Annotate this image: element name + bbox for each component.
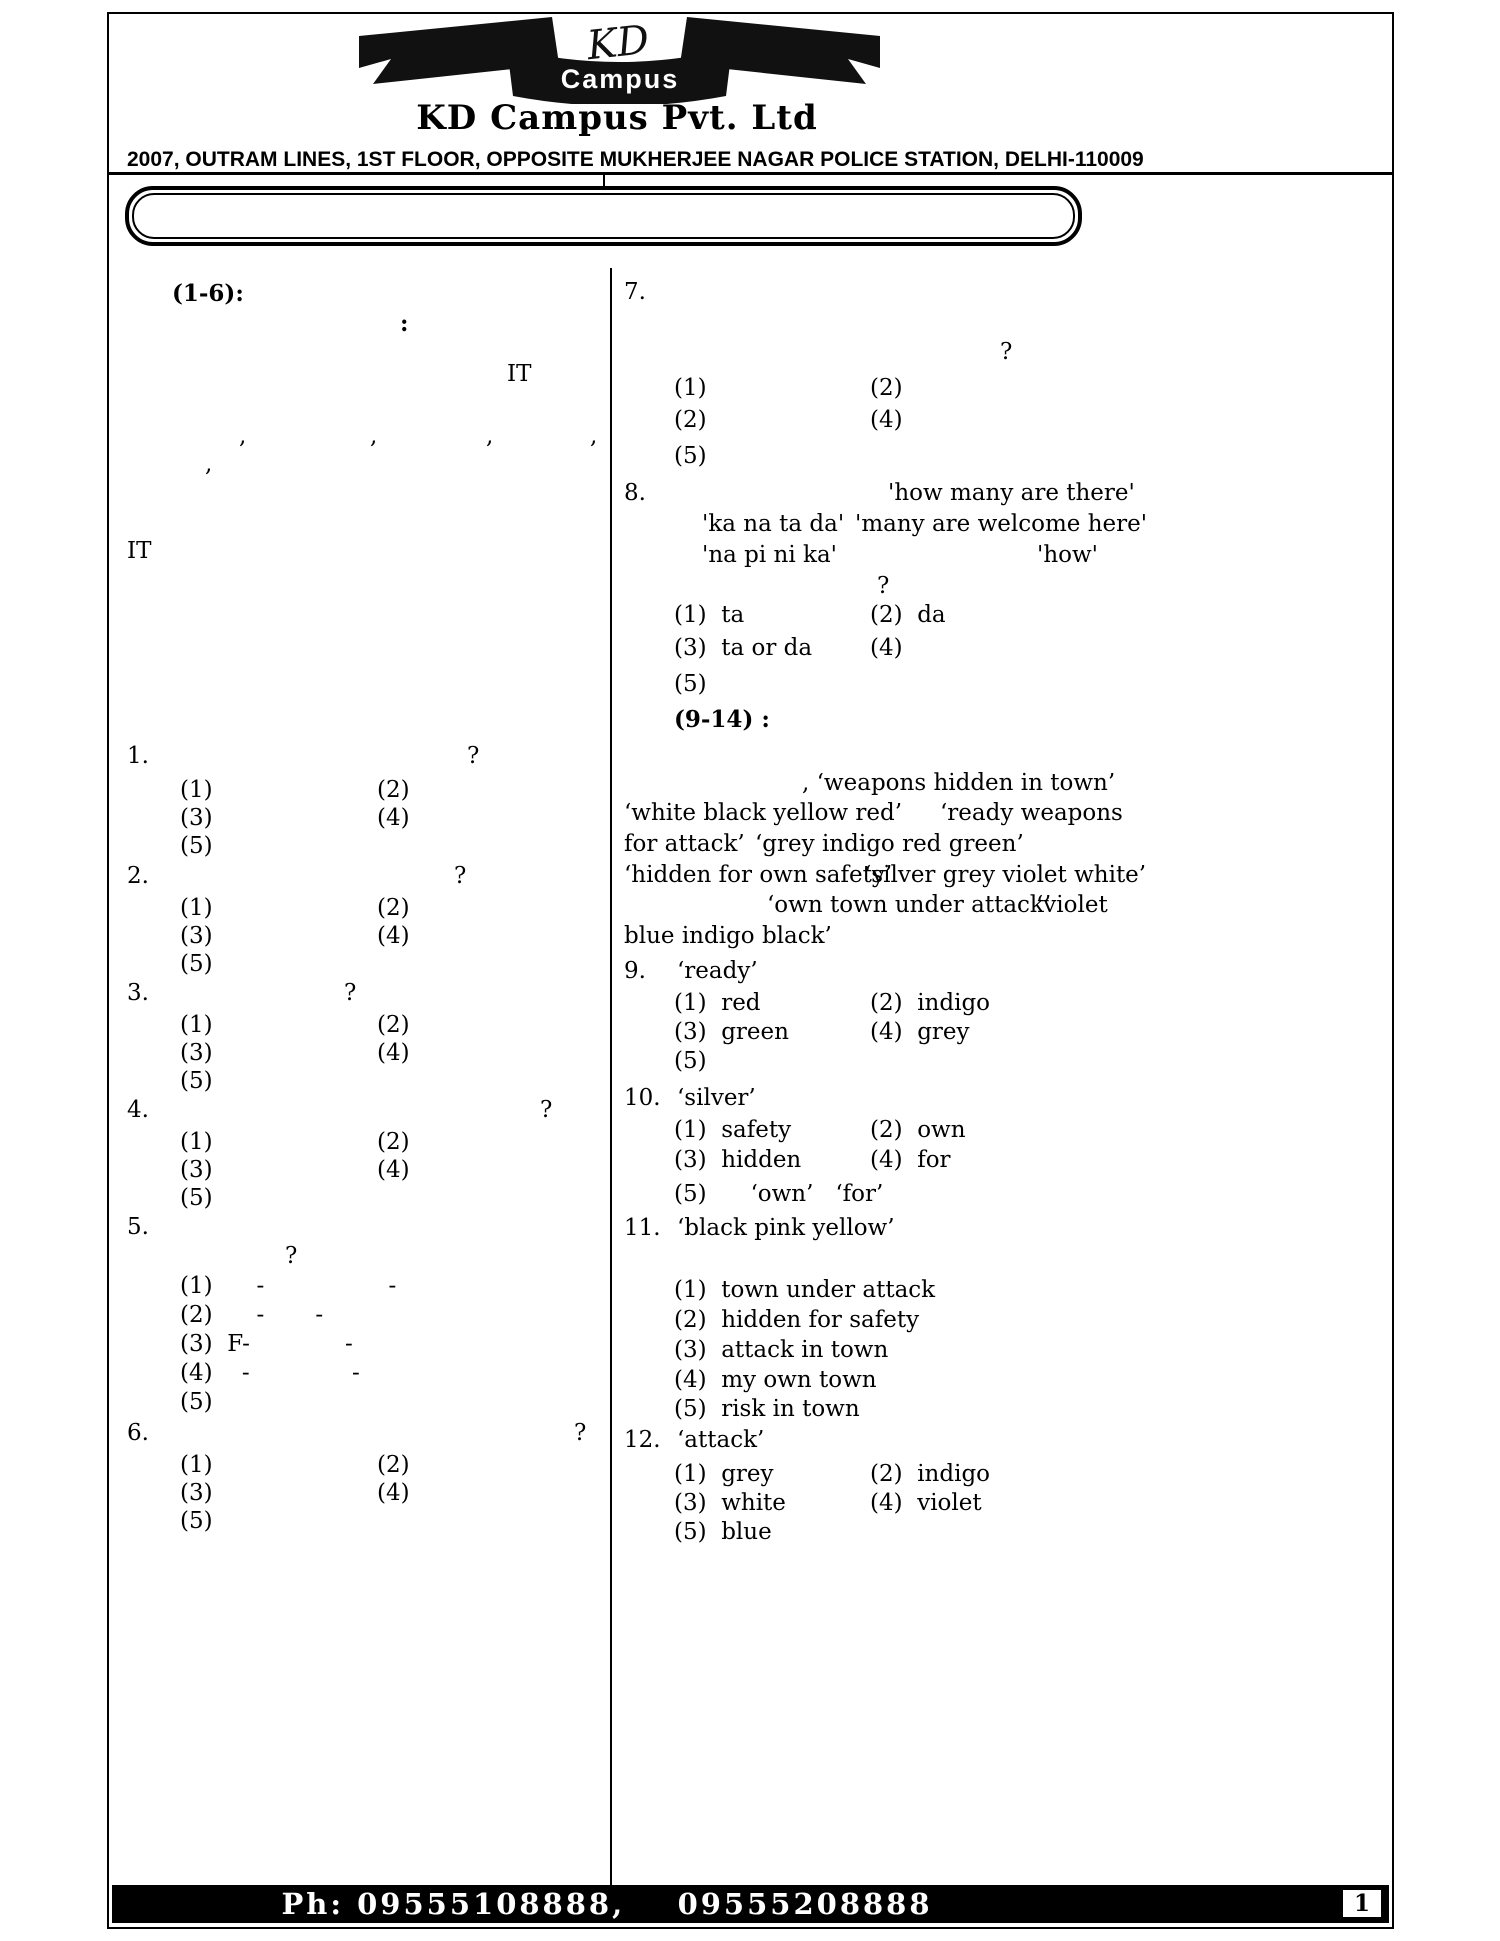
question-11	[624, 1214, 1396, 1429]
question-mark: ?	[454, 863, 467, 889]
question-2	[127, 862, 605, 982]
option-cell: (4) my own town	[674, 1367, 877, 1393]
option-cell: (2) da	[870, 602, 946, 628]
option-cell: (3)	[180, 1157, 213, 1183]
ribbon-banner-icon	[357, 14, 882, 104]
exam-title-box-inner	[132, 193, 1075, 239]
kd-script-logo-text: KD	[584, 16, 652, 70]
option-cell: (1) town under attack	[674, 1277, 936, 1303]
question-number: 12.	[624, 1427, 661, 1453]
question-5	[127, 1213, 605, 1423]
company-address: 2007, OUTRAM LINES, 1ST FLOOR, OPPOSITE MUKHERJEE NAGAR POLICE STATION, DELHI-110009	[127, 148, 1144, 171]
option-cell: (3)	[180, 805, 213, 831]
column-divider	[610, 268, 612, 1890]
option-cell: (2) indigo	[870, 990, 991, 1016]
passage-line: ‘own town under attack’	[767, 892, 1052, 918]
footer-bar	[112, 1885, 1389, 1923]
question-number: 7.	[624, 279, 646, 305]
option-cell: (1) ta	[674, 602, 745, 628]
option-cell: (4)	[377, 1157, 410, 1183]
passage-line: blue indigo black’	[624, 923, 832, 949]
option-cell: (1) grey	[674, 1461, 774, 1487]
option-cell: (2)	[674, 407, 707, 433]
passage-line: ‘white black yellow red’	[624, 800, 903, 826]
question-number: 1.	[127, 743, 149, 769]
question-number: 3.	[127, 980, 149, 1006]
stray-comma: ,	[590, 423, 598, 449]
option-cell: (3) attack in town	[674, 1337, 889, 1363]
stray-colon: :	[400, 310, 409, 337]
option-cell: (2)	[377, 777, 410, 803]
question-text: ‘attack’	[677, 1427, 765, 1453]
option-cell: (2) own	[870, 1117, 966, 1143]
option-cell: (4)	[377, 805, 410, 831]
question-6	[127, 1419, 605, 1539]
option-cell: (1)	[674, 375, 707, 401]
question-9	[624, 957, 1396, 1077]
question-mark: ?	[1000, 339, 1013, 365]
question-1	[127, 742, 605, 862]
question-number: 9.	[624, 958, 646, 984]
question-4	[127, 1096, 605, 1216]
question-phrase: 'na pi ni ka'	[702, 542, 838, 568]
question-mark: ?	[877, 573, 890, 599]
question-mark: ?	[285, 1243, 298, 1269]
option-cell: (1)	[180, 895, 213, 921]
passage-line: ‘violet	[1036, 892, 1108, 918]
question-number: 8.	[624, 480, 646, 506]
option-cell: (1) - -	[180, 1273, 397, 1299]
passage-line: ‘silver grey violet white’	[864, 862, 1147, 888]
question-mark: ?	[467, 743, 480, 769]
passage-line: ‘hidden for own safety’	[624, 862, 893, 888]
option-cell: (5)	[180, 1508, 213, 1534]
option-cell: (3) green	[674, 1019, 789, 1045]
question-text: ‘black pink yellow’	[677, 1215, 895, 1241]
stray-comma: ,	[205, 451, 213, 477]
option-cell: (3) hidden	[674, 1147, 802, 1173]
page-frame	[107, 12, 1394, 1929]
option-cell: (3) F- -	[180, 1331, 353, 1357]
option-cell: (4)	[870, 407, 903, 433]
stray-comma: ,	[486, 423, 494, 449]
passage-line: for attack’	[624, 831, 745, 857]
question-number: 5.	[127, 1214, 149, 1240]
option-cell: (1)	[180, 1452, 213, 1478]
option-cell: (5)	[674, 671, 707, 697]
question-3	[127, 979, 605, 1099]
option-cell: (5)	[180, 1185, 213, 1211]
question-number: 10.	[624, 1085, 661, 1111]
option-cell: (5)	[180, 833, 213, 859]
option-cell: (2) - -	[180, 1302, 324, 1328]
option-cell: (3) white	[674, 1490, 786, 1516]
option-cell: (4)	[377, 1480, 410, 1506]
question-mark: ?	[344, 980, 357, 1006]
option-cell: (4)	[870, 635, 903, 661]
phone-numbers: Ph: 09555108888, 09555208888	[281, 1887, 933, 1921]
option-cell: (2)	[377, 1129, 410, 1155]
directions-label-1-6: (1-6):	[172, 280, 244, 307]
stray-comma: ,	[370, 423, 378, 449]
option-cell: (2)	[870, 375, 903, 401]
question-mark: ?	[540, 1097, 553, 1123]
option-cell: (4) - -	[180, 1360, 360, 1386]
exam-title-box	[125, 186, 1082, 246]
option-cell: (2)	[377, 895, 410, 921]
question-7	[624, 278, 1396, 478]
question-text: ‘silver’	[677, 1085, 756, 1111]
option-cell: (2)	[377, 1012, 410, 1038]
passage-line: , ‘weapons hidden in town’	[802, 770, 1116, 796]
option-cell: (3)	[180, 1040, 213, 1066]
option-cell: (2) indigo	[870, 1461, 991, 1487]
question-8	[624, 479, 1396, 709]
option-cell: (3)	[180, 1480, 213, 1506]
question-phrase: 'many are welcome here'	[855, 511, 1148, 537]
option-cell: (2)	[377, 1452, 410, 1478]
page-number: 1	[1343, 1890, 1381, 1917]
passage-9-14	[624, 769, 1396, 954]
option-cell: (1) safety	[674, 1117, 792, 1143]
question-phrase: 'ka na ta da'	[702, 511, 845, 537]
option-cell: (5)	[180, 951, 213, 977]
question-number: 11.	[624, 1215, 661, 1241]
stray-comma: ,	[239, 423, 247, 449]
option-cell: (4) grey	[870, 1019, 970, 1045]
option-cell: (5) blue	[674, 1519, 772, 1545]
option-cell: (1)	[180, 1129, 213, 1155]
option-cell: (4) violet	[870, 1490, 982, 1516]
option-cell: (4)	[377, 1040, 410, 1066]
question-phrase: 'how'	[1037, 542, 1098, 568]
option-cell: (4)	[377, 923, 410, 949]
header-divider-tick	[603, 175, 605, 186]
option-cell: (5)	[180, 1389, 213, 1415]
passage-line: ‘ready weapons	[940, 800, 1123, 826]
question-12	[624, 1426, 1396, 1551]
passage-line: ‘grey indigo red green’	[755, 831, 1024, 857]
option-cell: (3)	[180, 923, 213, 949]
question-number: 2.	[127, 863, 149, 889]
kd-ribbon-logo	[357, 14, 882, 104]
company-name: KD Campus Pvt. Ltd	[416, 98, 818, 138]
option-cell: (5) risk in town	[674, 1396, 860, 1422]
header-rule	[109, 172, 1392, 175]
question-text: ‘ready’	[677, 958, 758, 984]
question-mark: ?	[574, 1420, 587, 1446]
option-cell: (5)	[674, 1048, 707, 1074]
option-cell: (2) hidden for safety	[674, 1307, 920, 1333]
question-number: 4.	[127, 1097, 149, 1123]
stray-it-side: IT	[127, 538, 152, 564]
question-phrase: 'how many are there'	[888, 480, 1135, 506]
option-cell: (1)	[180, 777, 213, 803]
option-cell: (1) red	[674, 990, 761, 1016]
question-10	[624, 1084, 1396, 1214]
option-cell: (1)	[180, 1012, 213, 1038]
directions-label-9-14: (9-14) :	[674, 706, 770, 733]
option-cell: (5)	[180, 1068, 213, 1094]
option-cell: (3) ta or da	[674, 635, 813, 661]
option-cell: (4) for	[870, 1147, 951, 1173]
stray-it-top: IT	[507, 361, 532, 387]
option-cell: (5) ‘own’ ‘for’	[674, 1181, 884, 1207]
question-number: 6.	[127, 1420, 149, 1446]
option-cell: (5)	[674, 443, 707, 469]
campus-banner-text: Campus	[560, 64, 680, 94]
